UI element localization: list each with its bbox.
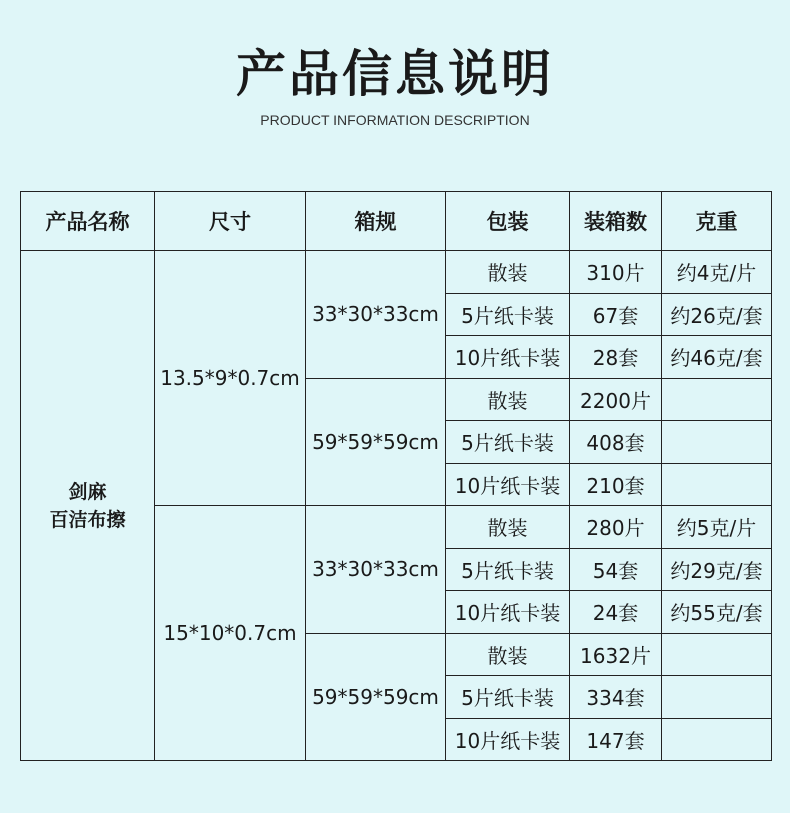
packaging-cell: 散装	[446, 378, 570, 421]
packaging-cell: 10片纸卡装	[446, 336, 570, 379]
packaging-cell: 10片纸卡装	[446, 463, 570, 506]
table-header-row	[21, 192, 772, 251]
weight-cell: 约46克/套	[662, 336, 772, 379]
product-spec-table	[20, 191, 772, 761]
weight-cell	[662, 718, 772, 761]
header-count: 装箱数	[570, 192, 662, 251]
count-cell: 210套	[570, 463, 662, 506]
packaging-cell: 5片纸卡装	[446, 293, 570, 336]
weight-cell	[662, 378, 772, 421]
weight-cell	[662, 421, 772, 464]
box-spec-cell: 59*59*59cm	[306, 378, 446, 506]
count-cell: 28套	[570, 336, 662, 379]
box-spec-cell: 33*30*33cm	[306, 506, 446, 634]
product-name-line1: 剑麻	[68, 480, 107, 503]
count-cell: 147套	[570, 718, 662, 761]
packaging-cell: 5片纸卡装	[446, 676, 570, 719]
count-cell: 67套	[570, 293, 662, 336]
header-box-spec: 箱规	[306, 192, 446, 251]
header-packaging: 包装	[446, 192, 570, 251]
count-cell: 408套	[570, 421, 662, 464]
weight-cell	[662, 676, 772, 719]
packaging-cell: 5片纸卡装	[446, 421, 570, 464]
packaging-cell: 10片纸卡装	[446, 591, 570, 634]
count-cell: 334套	[570, 676, 662, 719]
box-spec-cell: 59*59*59cm	[306, 633, 446, 761]
count-cell: 54套	[570, 548, 662, 591]
packaging-cell: 散装	[446, 506, 570, 549]
weight-cell: 约26克/套	[662, 293, 772, 336]
count-cell: 24套	[570, 591, 662, 634]
product-name-line2: 百洁布擦	[49, 508, 126, 531]
weight-cell	[662, 633, 772, 676]
header-size: 尺寸	[155, 192, 306, 251]
count-cell: 280片	[570, 506, 662, 549]
weight-cell: 约55克/套	[662, 591, 772, 634]
packaging-cell: 散装	[446, 251, 570, 294]
count-cell: 310片	[570, 251, 662, 294]
size-cell: 15*10*0.7cm	[155, 506, 306, 761]
product-name-cell	[21, 251, 155, 761]
packaging-cell: 10片纸卡装	[446, 718, 570, 761]
header-product-name: 产品名称	[21, 192, 155, 251]
weight-cell	[662, 463, 772, 506]
page-title: 产品信息说明	[236, 45, 554, 103]
count-cell: 1632片	[570, 633, 662, 676]
count-cell: 2200片	[570, 378, 662, 421]
weight-cell: 约5克/片	[662, 506, 772, 549]
weight-cell: 约29克/套	[662, 548, 772, 591]
packaging-cell: 散装	[446, 633, 570, 676]
table-row	[21, 251, 772, 294]
packaging-cell: 5片纸卡装	[446, 548, 570, 591]
page-subtitle: PRODUCT INFORMATION DESCRIPTION	[260, 112, 530, 128]
weight-cell: 约4克/片	[662, 251, 772, 294]
header-weight: 克重	[662, 192, 772, 251]
size-cell: 13.5*9*0.7cm	[155, 251, 306, 506]
box-spec-cell: 33*30*33cm	[306, 251, 446, 379]
